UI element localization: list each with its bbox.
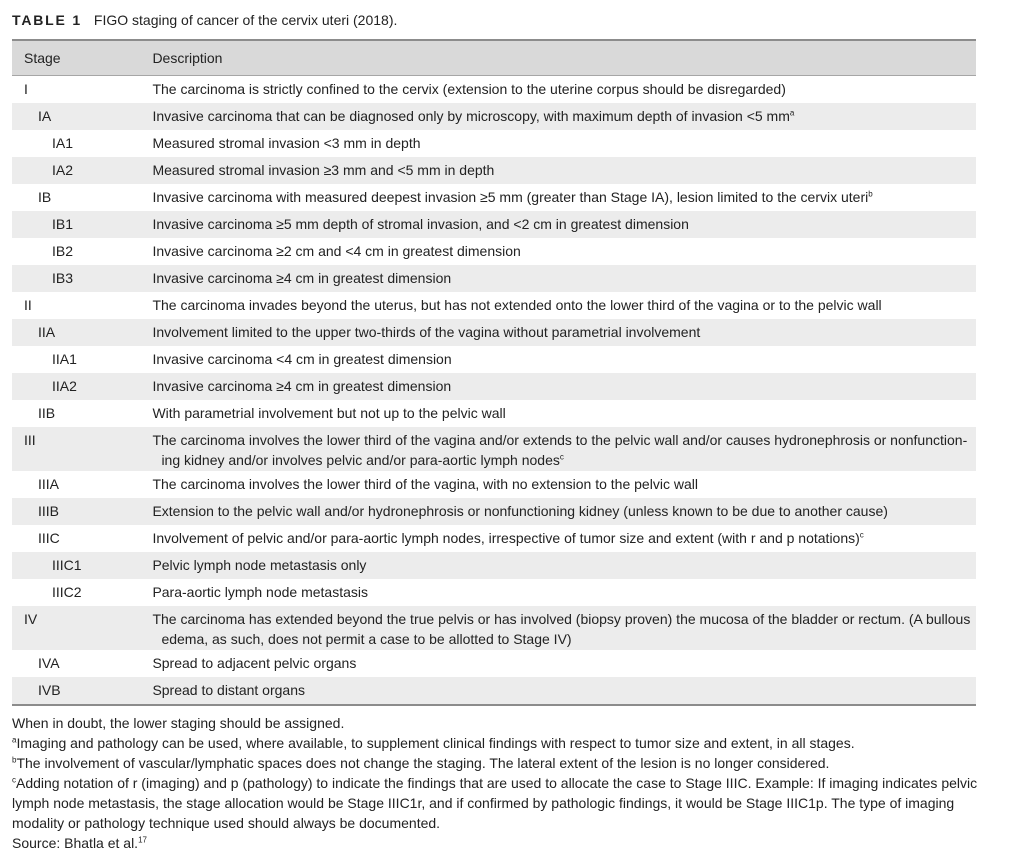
description-cell [152,76,976,104]
source-ref: 17 [138,835,147,845]
description-text: Invasive carcinoma that can be diagnosed only by microscopy, with maximum depth of invasion <5 mm [152,108,790,124]
description-cell [152,373,976,400]
footnote-marker: a [789,108,795,118]
description-text: Para-aortic lymph node metastasis [152,584,368,600]
description-text: Invasive carcinoma <4 cm in greatest dimension [152,351,452,367]
description-cell [152,184,976,211]
figo-staging-table [12,39,976,706]
table-row [12,130,976,157]
table-row [12,525,976,552]
table-row [12,346,976,373]
footnote-general: When in doubt, the lower staging should be assigned. [12,715,345,731]
description-text: Extension to the pelvic wall and/or hydronephrosis or nonfunctioning kidney (unless known to be due to another cause) [152,503,888,519]
description-cell [152,579,976,606]
table-row [12,427,976,471]
stage-cell: IB1 [12,211,152,238]
table-row [12,238,976,265]
table-row [12,606,976,650]
table-row [12,552,976,579]
table-row [12,677,976,705]
footnote-marker: c [859,530,864,540]
description-text: Invasive carcinoma ≥4 cm in greatest dimension [152,378,452,394]
header-description: Description [152,40,976,76]
table-row [12,400,976,427]
description-cell [152,292,976,319]
table-row [12,211,976,238]
description-cell [152,157,976,184]
table-body [12,76,976,706]
table-title: FIGO staging of cancer of the cervix uteri (2018). [93,12,398,28]
stage-cell: IVB [12,677,152,705]
footnote-marker: b [868,189,873,199]
footnote-c: $^c$Adding notation of r (imaging) and p (pathology) to indicate the findings that are used to allocate the case to Stage IIIC. Example: If imaging indicates pelvic lymph node metastasis, the stage allocation would be Stage IIIC1r, and if confirmed by pathologic findings, it would be Stage IIIC1p. The type of imaging modality or pathology technique used should always be documented. [12,775,978,831]
stage-cell: IIA [12,319,152,346]
stage-cell: IIIC1 [12,552,152,579]
description-text: Spread to adjacent pelvic organs [152,655,357,671]
table-row [12,471,976,498]
stage-cell: IIIA [38,476,60,492]
description-cell [152,650,976,677]
description-text: The carcinoma is strictly confined to the cervix (extension to the uterine corpus should be disregarded) [152,81,786,97]
stage-cell: IIA1 [52,351,77,367]
stage-cell: IIIC2 [52,584,82,600]
footnote-c-mark: c [12,775,16,785]
description-cell [152,498,976,525]
stage-cell: IVA [38,655,60,671]
description-text: The carcinoma invades beyond the uterus, but has not extended onto the lower third of the vagina or to the pelvic wall [152,297,882,313]
stage-cell: IB2 [52,243,74,259]
table-row [12,76,976,104]
description-cell [152,211,976,238]
footnote-marker: c [559,452,564,462]
description-cell [152,319,976,346]
description-text: Invasive carcinoma with measured deepest invasion ≥5 mm (greater than Stage IA), lesion limited to the cervix uteri [152,189,869,205]
table-label: TABLE 1 [12,12,82,28]
stage-cell: IV [12,606,152,650]
footnote-b-mark: b [12,755,17,765]
stage-cell: IA1 [52,135,74,151]
stage-cell: IA [12,103,152,130]
table-row [12,157,976,184]
description-text: The carcinoma involves the lower third of the vagina and/or extends to the pelvic wall and/or causes hydronephrosis or nonfunction- [152,432,968,448]
stage-cell: IIB [38,405,56,421]
stage-cell: IB3 [12,265,152,292]
footnote-a-mark: a [12,735,17,745]
footnote-b: $^b$The involvement of vascular/lymphatic spaces does not change the staging. The lateral extent of the lesion is no longer considered. [12,755,830,771]
table-row [12,498,976,525]
description-text: Spread to distant organs [152,682,305,698]
description-text: Involvement of pelvic and/or para-aortic lymph nodes, irrespective of tumor size and extent (with r and p notations) [152,530,860,546]
description-text: Measured stromal invasion ≥3 mm and <5 mm in depth [152,162,495,178]
source-note: Source: Bhatla et al.$^{17}$ [12,835,147,851]
footnote-a: $^a$Imaging and pathology can be used, where available, to supplement clinical findings with respect to tumor size and extent, in all stages. [12,735,855,751]
description-cell [152,103,976,130]
stage-cell: IB [38,189,52,205]
stage-cell: III [12,427,152,471]
table-row [12,373,976,400]
description-cell [152,265,976,292]
description-cell [152,677,976,705]
description-cell [152,606,976,650]
table-caption [12,10,992,30]
description-text-continued: edema, as such, does not permit a case to be allotted to Stage IV) [161,631,572,647]
description-cell [152,471,976,498]
description-text: Invasive carcinoma ≥4 cm in greatest dimension [152,270,452,286]
table-row [12,184,976,211]
table-row [12,103,976,130]
description-text: The carcinoma has extended beyond the true pelvis or has involved (biopsy proven) the mucosa of the bladder or rectum. (A bullous [152,611,971,627]
description-cell [152,238,976,265]
table-row [12,650,976,677]
description-text: The carcinoma involves the lower third of the vagina, with no extension to the pelvic wall [152,476,698,492]
header-stage: Stage [12,40,152,76]
table-header-row [12,40,976,76]
table-row [12,265,976,292]
stage-cell: IIA2 [12,373,152,400]
description-cell [152,552,976,579]
description-cell [152,130,976,157]
description-text: Invasive carcinoma ≥2 cm and <4 cm in greatest dimension [152,243,521,259]
stage-cell: I [24,81,28,97]
stage-cell: IA2 [12,157,152,184]
description-text: Measured stromal invasion <3 mm in depth [152,135,421,151]
table-footnotes [12,713,987,853]
table-row [12,292,976,319]
table-row [12,579,976,606]
description-cell [152,400,976,427]
description-cell [152,525,976,552]
stage-cell: IIIB [12,498,152,525]
description-text-continued: ing kidney and/or involves pelvic and/or para-aortic lymph nodes [161,452,560,468]
description-text: Involvement limited to the upper two-thirds of the vagina without parametrial involvement [152,324,701,340]
description-text: Pelvic lymph node metastasis only [152,557,367,573]
description-cell [152,427,976,471]
stage-cell: II [24,297,32,313]
description-text: Invasive carcinoma ≥5 mm depth of stromal invasion, and <2 cm in greatest dimension [152,216,689,232]
description-text: With parametrial involvement but not up to the pelvic wall [152,405,506,421]
stage-cell: IIIC [38,530,60,546]
table-row [12,319,976,346]
description-cell [152,346,976,373]
